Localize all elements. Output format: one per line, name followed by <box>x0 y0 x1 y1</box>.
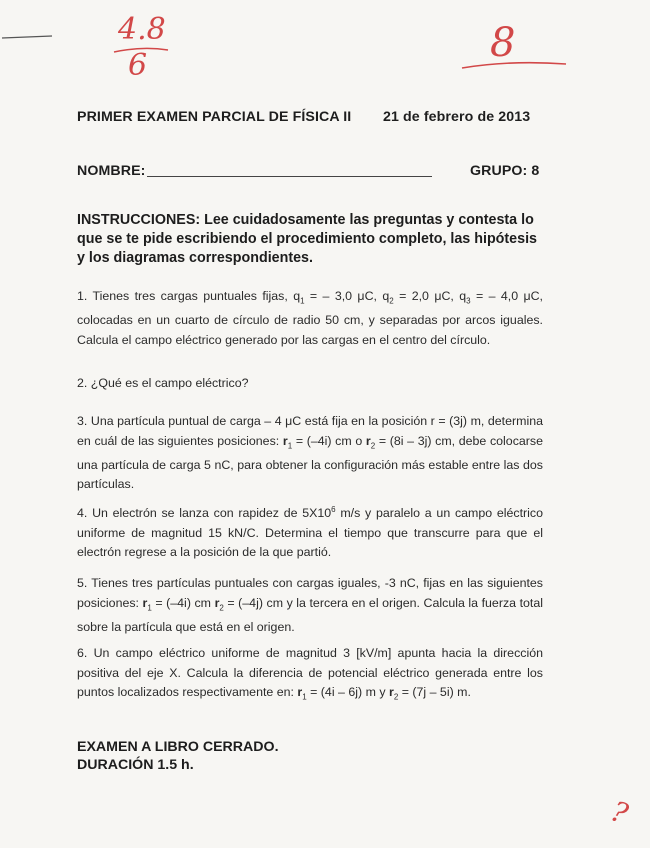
handwritten-score-bottom: 6 <box>128 48 148 83</box>
pen-stroke-mark <box>0 32 60 44</box>
name-line <box>147 176 432 177</box>
question-2: 2. ¿Qué es el campo eléctrico? <box>77 376 249 390</box>
question-1: 1. Tienes tres cargas puntuales fijas, $q_1$ = – 3,0 μC, $q_2 = 2,0$ μC, $q_3$ = – 4,0 μC, colocadas en un cuarto de círculo de radio 50 cm, y separadas por arcos iguales. Calcula el campo eléctrico generado por las cargas en el centro del círculo. <box>77 289 543 347</box>
question-4: 4. Un electrón se lanza con rapidez de $5X10^6$ m/s y paralelo a un campo eléctrico uniforme de magnitud 15 kN/C. Determina el tiempo que transcurre para que el electrón regrese a la posición de la que partió. <box>77 505 544 560</box>
handwritten-grade: 8 <box>490 20 516 66</box>
instructions: INSTRUCCIONES: Lee cuidadosamente las preguntas y contesta lo que se te pide escribiendo el procedimiento completo, las hipótesis y los diagramas correspondientes. <box>77 212 537 266</box>
closed-book-note: EXAMEN A LIBRO CERRADO. <box>77 739 279 755</box>
question-5: 5. Tienes tres partículas puntuales con cargas iguales, -3 nC, fijas en las siguientes posiciones: $r_1 = (-4i)$ cm $r_2 = (-4j)$ cm y la tercera en el origen. Calcula la fuerza total sobre la partícula que está en el origen. <box>77 576 544 634</box>
handwritten-score-top: 4.8 <box>118 12 166 47</box>
exam-date: 21 de febrero de 2013 <box>383 109 531 125</box>
exam-title: PRIMER EXAMEN PARCIAL DE FÍSICA II <box>77 109 352 125</box>
question-3: 3. Una partícula puntual de carga – 4 μC está fija en la posición r = (3j) m, determina en cuál de las siguientes posiciones: $r_1 = (-4i)$ cm o $r_2 = (8i - 3j)$ cm, debe colocarse una partícula de carga 5 nC, para obtener la configuración más estable entre las dos partículas. <box>77 414 543 492</box>
duration-note: DURACIÓN 1.5 h. <box>77 757 194 773</box>
name-label: NOMBRE: <box>77 163 146 179</box>
handwritten-corner-mark: ? <box>606 794 633 831</box>
group-label: GRUPO: 8 <box>470 163 540 179</box>
closing-notes <box>77 738 279 774</box>
handwritten-grade-underline <box>460 56 570 76</box>
question-6: 6. Un campo eléctrico uniforme de magnitud 3 [kV/m] apunta hacia la dirección positiva del eje X. Calcula la diferencia de potencial eléctrico generada entre los puntos localizados respectivamente en: $r_1 = (4i - 6j)$ m y $r_2 = (7j - 5i)$ m. <box>77 646 543 702</box>
